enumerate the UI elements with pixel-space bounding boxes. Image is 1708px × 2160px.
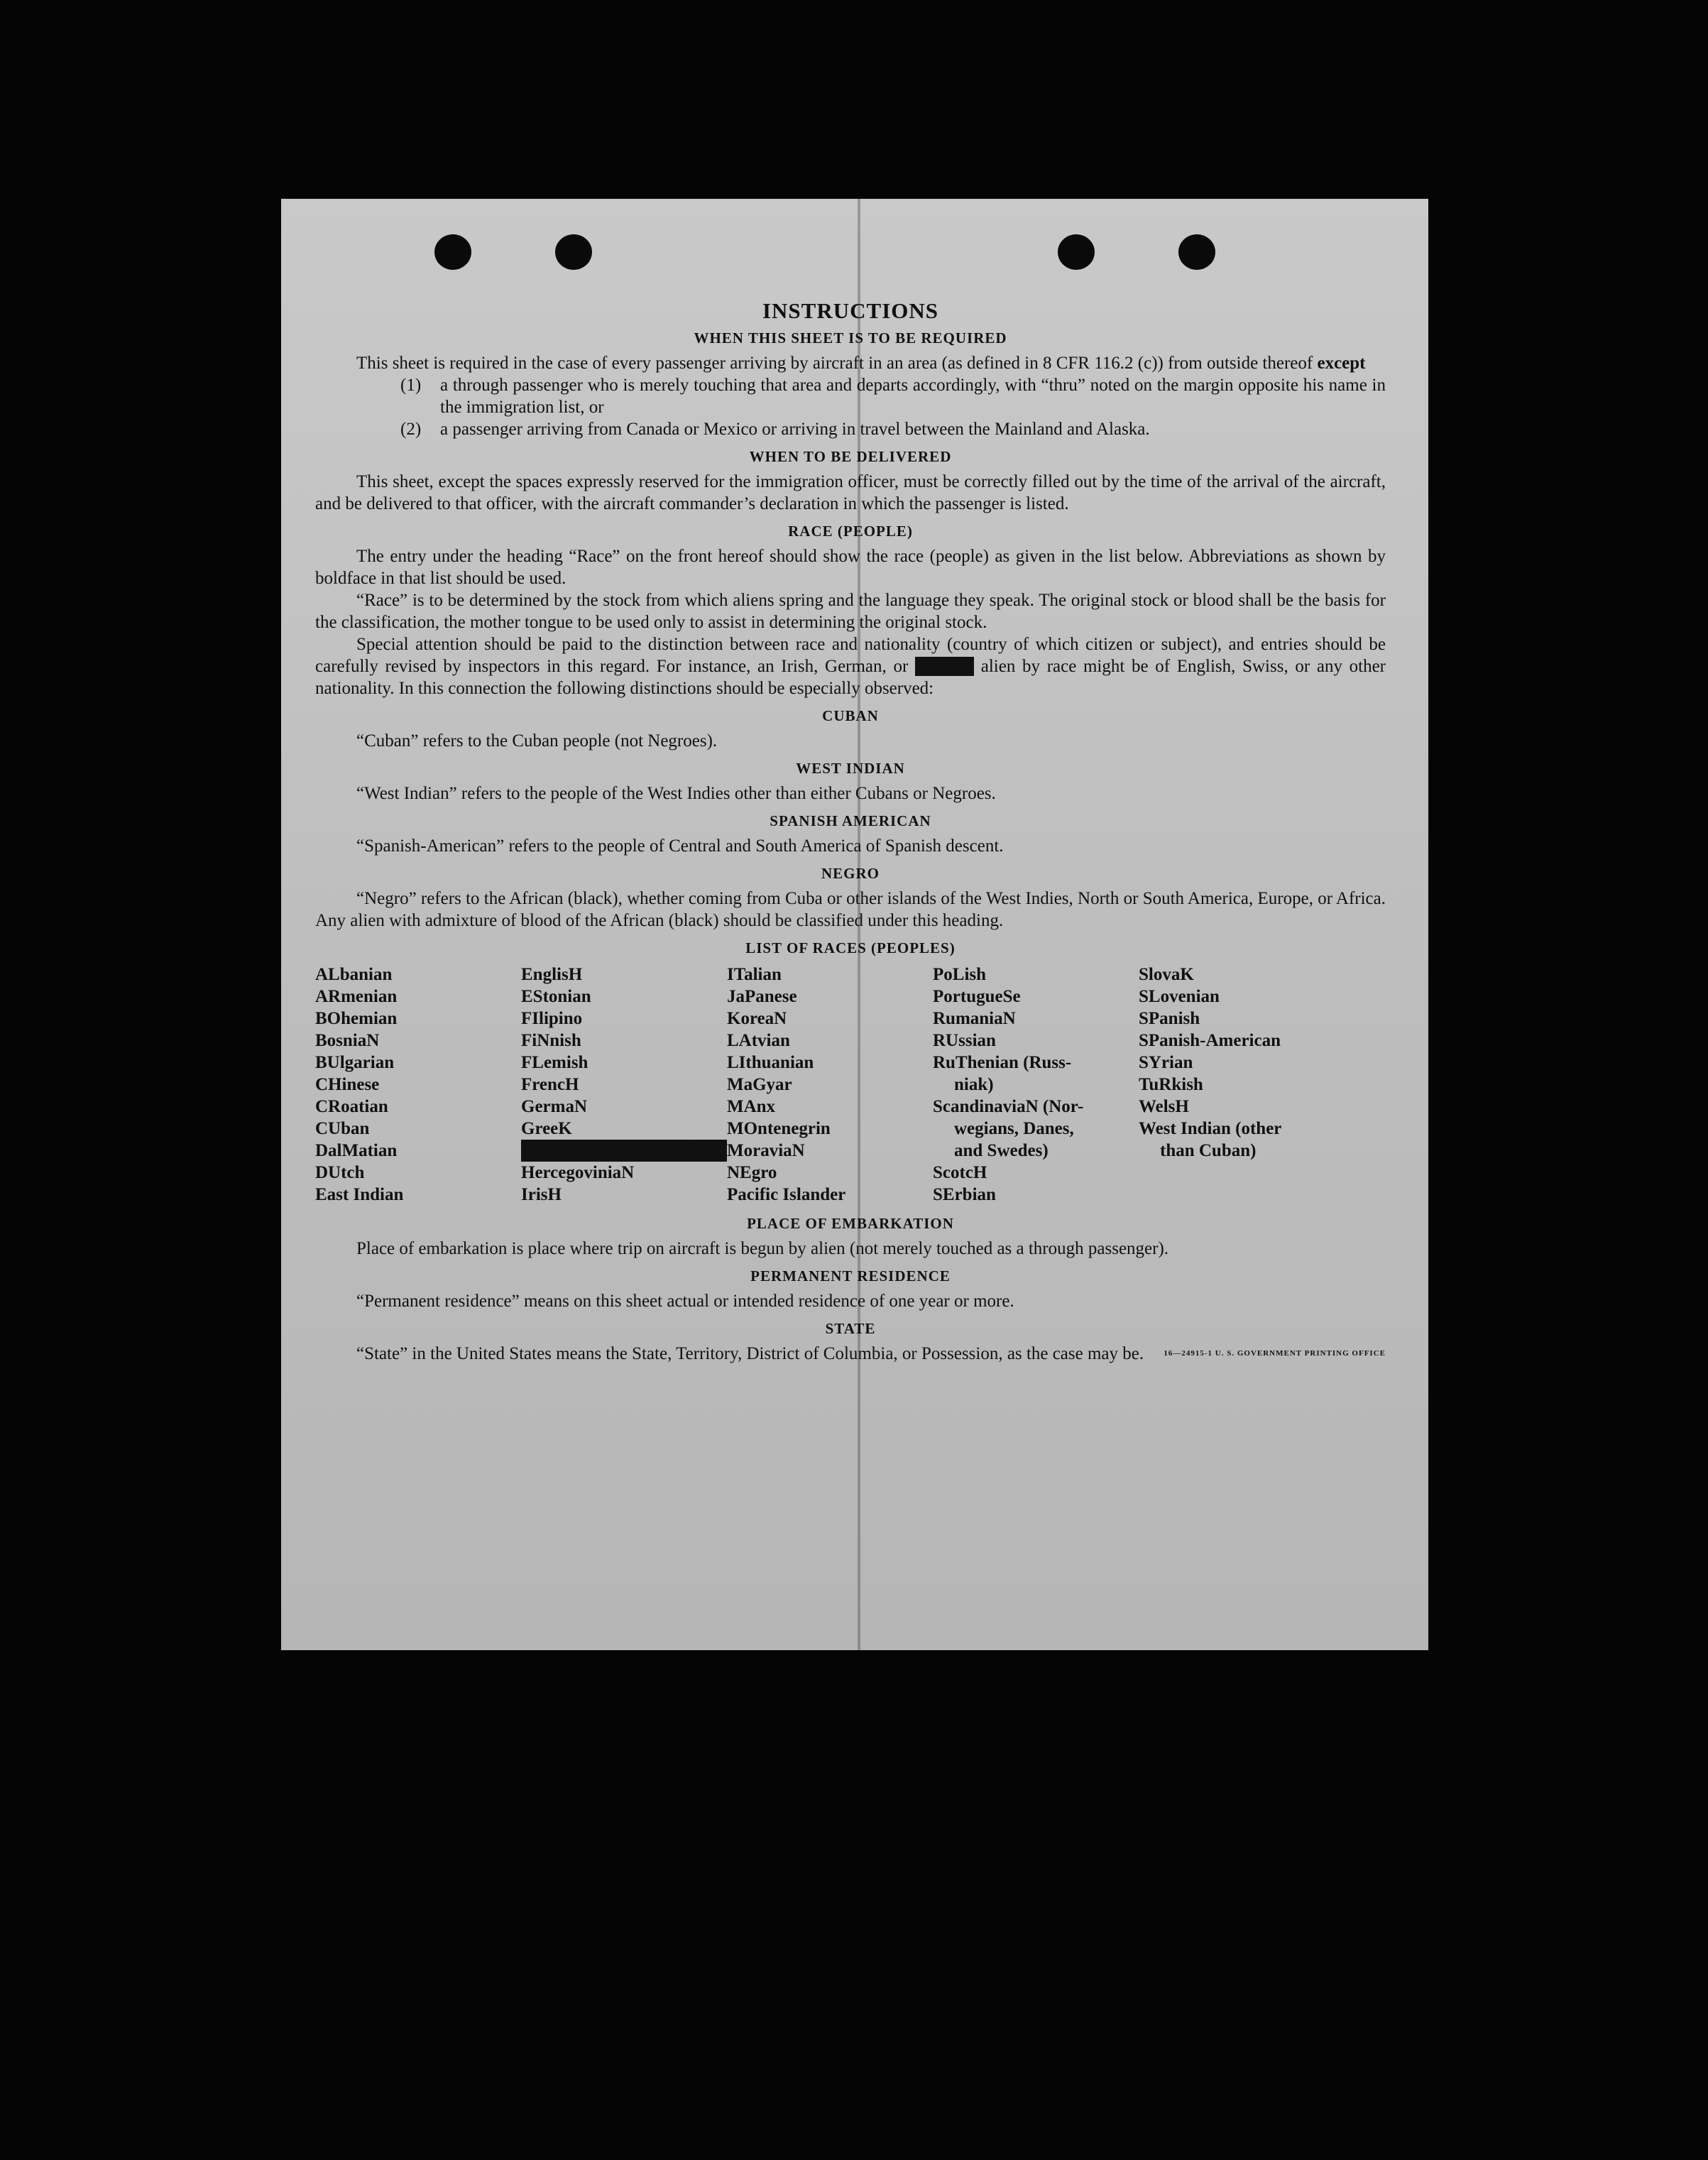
list-item-number: (2) [400,420,422,439]
race-entry: SlovaK [1139,965,1194,984]
race-entry: wegians, Danes, [954,1119,1074,1138]
punch-hole-3 [1058,234,1095,270]
race-entry: HercegoviniaN [521,1163,635,1182]
race-entry: EnglisH [521,965,583,984]
race-entry: EStonian [521,987,591,1006]
race-entry: CUban [315,1119,370,1138]
race-entry: NEgro [727,1163,777,1182]
required-intro [315,352,1386,374]
negro-text: “Negro” refers to the African (black), whether coming from Cuba or other islands of the West Indies, North or South America, Europe, or Africa. Any alien with admixture of blood of the African (black) should be classified under this heading. [315,889,1386,930]
race-column [727,964,933,1206]
race-entry: East Indian [315,1185,404,1204]
race-entry: RumaniaN [933,1009,1016,1028]
race-entry: ScandinaviaN (Nor- [933,1097,1084,1116]
race-entry: FIlipino [521,1009,583,1028]
heading-state: STATE [825,1320,876,1337]
race-column [1139,964,1330,1206]
race-entry: and Swedes) [954,1141,1049,1160]
race-entry: IrisH [521,1185,562,1204]
list-item [400,374,1386,418]
race-entry: PortugueSe [933,987,1021,1006]
punch-hole-2 [555,234,592,270]
race-entry: GermaN [521,1097,588,1116]
race-paragraph-3-a: Special attention should be paid to the distinction between race and nationality (country of which citizen or subject), and entries should be carefully revised by inspectors in this regard. For instance, an Irish, German, or [315,635,1386,676]
race-entry: BUlgarian [315,1053,395,1072]
race-entry: FrencH [521,1075,579,1094]
state-text: “State” in the United States means the State, Territory, District of Columbia, or Possession, as the case may be. [356,1344,1144,1363]
required-intro-text: This sheet is required in the case of every passenger arriving by aircraft in an area (as defined in 8 CFR 116.2 (c)) from outside thereof [356,354,1318,373]
race-entry: PoLish [933,965,987,984]
race-entry: than Cuban) [1160,1141,1257,1160]
document-sheet [281,199,1428,1650]
race-entry: SErbian [933,1185,996,1204]
race-entry: SLovenian [1139,987,1220,1006]
race-entry: ITalian [727,965,782,984]
embarkation-text: Place of embarkation is place where trip on aircraft is begun by alien (not merely touched as a through passenger). [356,1239,1169,1258]
race-paragraph-3-b: alien by race might be of English, Swiss, or any other nationality. In this connection the following distinctions should be especially observed: [315,657,1386,698]
page-title: INSTRUCTIONS [762,298,938,323]
race-entry: ARmenian [315,987,398,1006]
race-entry: SPanish [1139,1009,1200,1028]
race-column [933,964,1139,1206]
race-paragraph-1: The entry under the heading “Race” on the front hereof should show the race (people) as given in the list below. Abbreviations as shown by boldface in that list should be used. [315,547,1386,588]
race-entry: MoraviaN [727,1141,805,1160]
race-entry: KoreaN [727,1009,787,1028]
heading-cuban: CUBAN [822,707,879,724]
race-entry: BOhemian [315,1009,398,1028]
race-entry: LIthuanian [727,1053,814,1072]
required-intro-except: except [1317,354,1366,373]
race-entry: RUssian [933,1031,996,1050]
race-entry: GreeK [521,1119,572,1138]
delivered-text: This sheet, except the spaces expressly reserved for the immigration officer, must be correctly filled out by the time of the arrival of the aircraft, and be delivered to that officer, with the aircraft commander’s declaration in which the passenger is listed. [315,472,1386,513]
race-entry: WelsH [1139,1097,1189,1116]
race-entry: CHinese [315,1075,380,1094]
race-entry: JaPanese [727,987,797,1006]
race-entry: SYrian [1139,1053,1193,1072]
heading-required: WHEN THIS SHEET IS TO BE REQUIRED [694,329,1007,347]
heading-spanish-american: SPANISH AMERICAN [770,812,931,829]
race-entry: RuThenian (Russ- [933,1053,1072,1072]
punch-hole-1 [434,234,471,270]
heading-residence: PERMANENT RESIDENCE [750,1267,951,1284]
list-item-number: (1) [400,376,422,395]
spanish-american-text: “Spanish-American” refers to the people of Central and South America of Spanish descent. [356,836,1004,856]
race-entry: FLemish [521,1053,589,1072]
race-paragraph-2: “Race” is to be determined by the stock from which aliens spring and the language they speak. The original stock or blood shall be the basis for the classification, the mother tongue to be used only to assist in determining the original stock. [315,591,1386,632]
state-block [315,1343,1386,1365]
race-paragraph-3 [315,633,1386,699]
race-entry: TuRkish [1139,1075,1203,1094]
race-entry: MaGyar [727,1075,792,1094]
race-column [521,964,727,1206]
race-entry: SPanish-American [1139,1031,1281,1050]
race-entry: HebreW [521,1140,727,1162]
race-entry: MOntenegrin [727,1119,831,1138]
punch-hole-4 [1178,234,1215,270]
heading-delivered: WHEN TO BE DELIVERED [749,448,952,465]
races-list [315,964,1386,1206]
race-entry: CRoatian [315,1097,388,1116]
heading-negro: NEGRO [821,865,880,882]
race-entry: Pacific Islander [727,1185,846,1204]
race-entry: ScotcH [933,1163,987,1182]
race-column [315,964,521,1206]
residence-text: “Permanent residence” means on this sheet actual or intended residence of one year or more. [356,1292,1014,1311]
heading-races-list: LIST OF RACES (PEOPLES) [745,939,956,956]
list-item-text: a passenger arriving from Canada or Mexico or arriving in travel between the Mainland and Alaska. [440,420,1150,439]
race-entry: MAnx [727,1097,776,1116]
list-item-text: a through passenger who is merely touching that area and departs accordingly, with “thru” noted on the margin opposite his name in the immigration list, or [440,376,1386,417]
race-entry: niak) [954,1075,994,1094]
heading-race: RACE (PEOPLE) [788,523,913,540]
race-entry: FiNnish [521,1031,581,1050]
race-entry: ALbanian [315,965,393,984]
redacted-word: Hebrew [916,657,973,676]
printing-office-note: 16—24915-1 U. S. GOVERNMENT PRINTING OFFICE [1164,1349,1386,1358]
race-entry: West Indian (other [1139,1119,1282,1138]
instructions-content [315,300,1386,1365]
list-item [400,418,1386,440]
west-indian-text: “West Indian” refers to the people of the West Indies other than either Cubans or Negroes. [356,784,996,803]
race-entry: LAtvian [727,1031,790,1050]
heading-embarkation: PLACE OF EMBARKATION [747,1215,954,1232]
race-entry: DUtch [315,1163,365,1182]
race-entry: DalMatian [315,1141,398,1160]
race-entry: BosniaN [315,1031,380,1050]
cuban-text: “Cuban” refers to the Cuban people (not Negroes). [356,731,718,751]
heading-west-indian: WEST INDIAN [796,760,905,777]
